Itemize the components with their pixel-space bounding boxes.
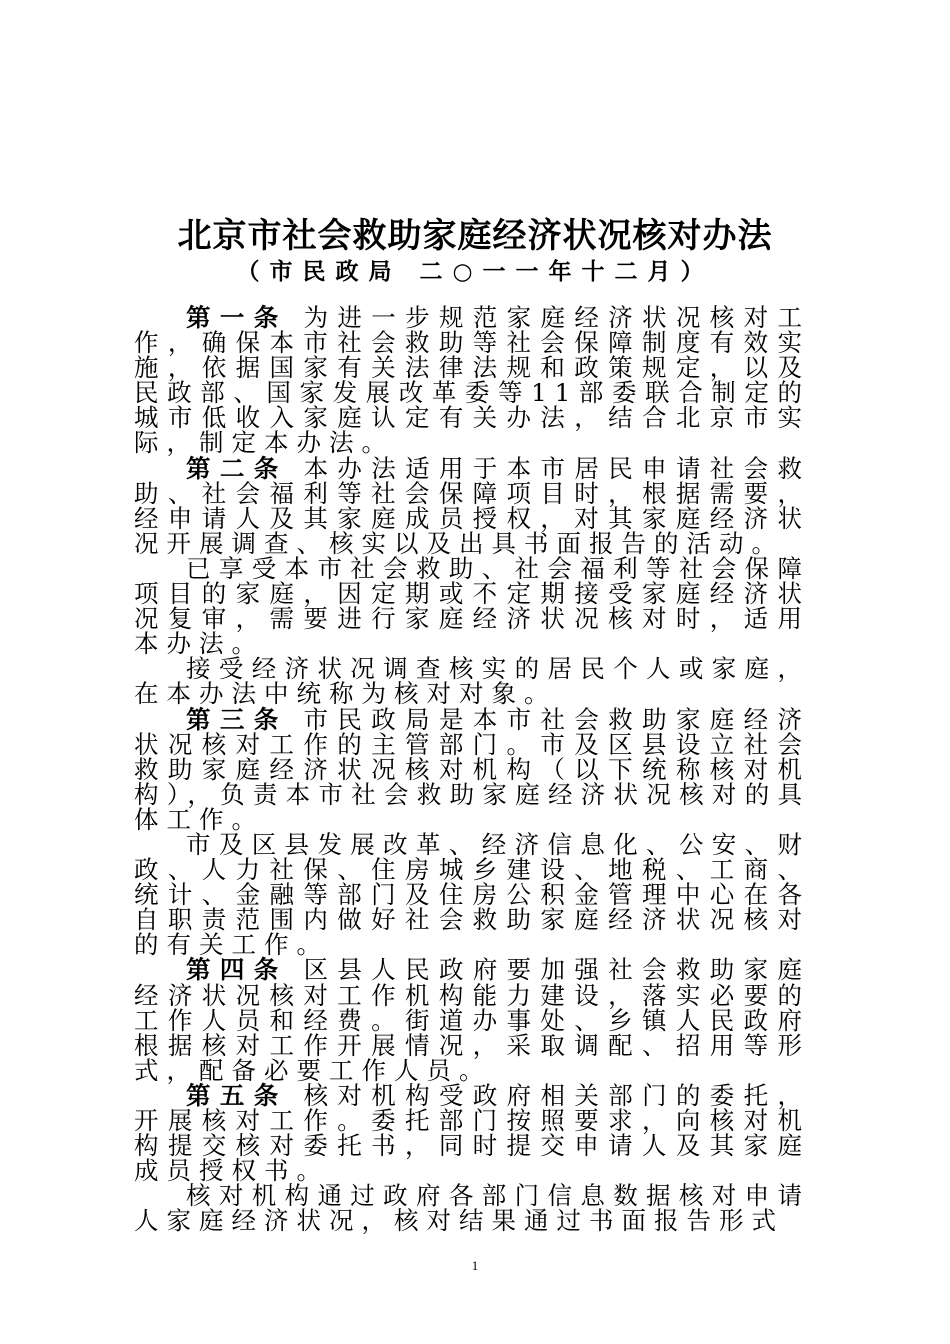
paragraph-article-2-sub-2 xyxy=(134,654,810,709)
paragraph-text: 核对机构受政府相关部门的委托，开展核对工作。委托部门按照要求，向核对机构提交核对委托书，同时提交申请人及其家庭成员授权书。 xyxy=(134,1080,811,1186)
paragraph-article-5 xyxy=(134,1080,811,1186)
article-label: 第五条 xyxy=(186,1080,288,1110)
paragraph-text: 市民政局是本市社会救助家庭经济状况核对工作的主管部门。市及区县设立社会救助家庭经济状况核对机构（以下统称核对机构），负责本市社会救助家庭经济状况核对的具体工作。 xyxy=(134,704,811,834)
page-subtitle: （市民政局 二○一一年十二月） xyxy=(236,259,714,285)
document-body xyxy=(134,303,811,1236)
page-title: 北京市社会救助家庭经济状况核对办法 xyxy=(177,216,773,256)
paragraph-article-2 xyxy=(134,453,811,558)
paragraph-text: 核对机构通过政府各部门信息数据核对申请人家庭经济状况，核对结果通过书面报告形式 xyxy=(134,1181,810,1236)
article-label: 第二条 xyxy=(186,453,288,483)
paragraph-article-5-sub-1 xyxy=(134,1181,810,1236)
paragraph-article-3 xyxy=(134,704,811,834)
paragraph-text: 已享受本市社会救助、社会福利等社会保障项目的家庭，因定期或不定期接受家庭经济状况复审，需要进行家庭经济状况核对时，适用本办法。 xyxy=(134,553,810,659)
article-label: 第四条 xyxy=(186,955,288,985)
paragraph-article-1 xyxy=(134,305,810,456)
paragraph-text: 区县人民政府要加强社会救助家庭经济状况核对工作机构能力建设，落实必要的工作人员和经费。街道办事处、乡镇人民政府根据核对工作开展情况，采取调配、招用等形式，配备必要工作人员。 xyxy=(134,955,811,1085)
paragraph-article-3-sub-1 xyxy=(134,829,810,960)
paragraph-text: 市及区县发展改革、经济信息化、公安、财政、人力社保、住房城乡建设、地税、工商、统计、金融等部门及住房公积金管理中心在各自职责范围内做好社会救助家庭经济状况核对的有关工作。 xyxy=(134,829,810,960)
paragraph-text: 接受经济状况调查核实的居民个人或家庭，在本办法中统称为核对对象。 xyxy=(134,654,810,709)
article-label: 第三条 xyxy=(186,704,288,734)
article-label: 第一条 xyxy=(186,303,288,332)
paragraph-article-2-sub-1 xyxy=(134,553,810,659)
paragraph-text: 为进一步规范家庭经济状况核对工作，确保本市社会救助等社会保障制度有效实施，依据国家有关法律法规和政策规定，以及民政部、国家发展改革委等11部委联合制定的城市低收入家庭认定有关办法，结合北京市实际，制定本办法。 xyxy=(134,303,811,458)
paragraph-text: 本办法适用于本市居民申请社会救助、社会福利等社会保障项目时，根据需要，经申请人及其家庭成员授权，对其家庭经济状况开展调查、核实以及出具书面报告的活动。 xyxy=(134,453,811,558)
page-number: 1 xyxy=(471,1258,479,1273)
paragraph-article-4 xyxy=(134,955,811,1085)
